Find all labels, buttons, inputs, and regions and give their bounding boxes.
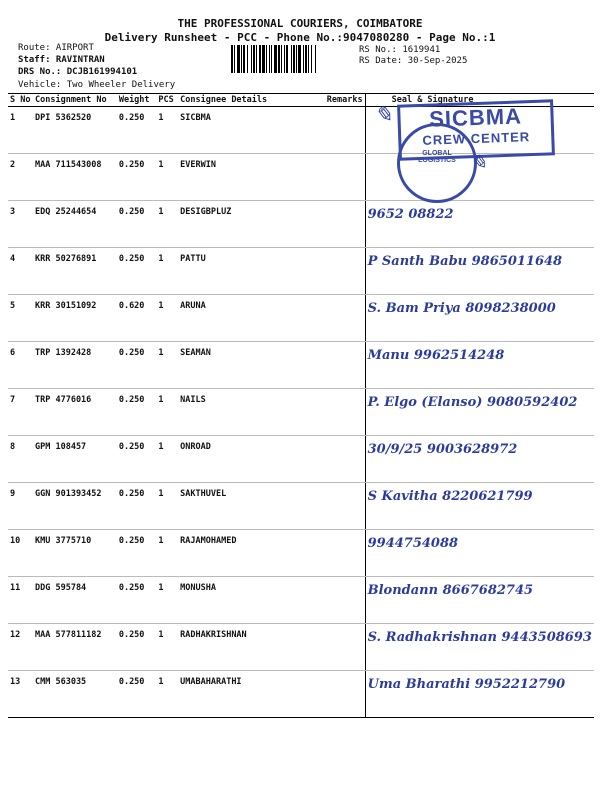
cell-signature: [365, 248, 594, 295]
cell-sno: 7: [8, 389, 33, 436]
table-row: [8, 483, 594, 530]
handwritten-signature: 30/9/25 9003628972: [367, 442, 518, 457]
barcode: [231, 45, 356, 73]
cell-consignee: SICBMA: [178, 107, 321, 154]
cell-consignee: UMABAHARATHI: [178, 671, 321, 718]
cell-sno: 4: [8, 248, 33, 295]
cell-sno: 12: [8, 624, 33, 671]
cell-remarks: [321, 342, 365, 389]
cell-weight: 0.250: [117, 624, 157, 671]
handwritten-signature: P. Elgo (Elanso) 9080592402: [367, 395, 578, 410]
cell-weight: 0.250: [117, 389, 157, 436]
col-consignment: Consignment No: [33, 94, 117, 107]
cell-sno: 11: [8, 577, 33, 624]
cell-consignment: MAA 711543008: [33, 154, 117, 201]
cell-consignee: MONUSHA: [178, 577, 321, 624]
col-remarks: Remarks: [321, 94, 365, 107]
cell-signature: [365, 295, 594, 342]
cell-remarks: [321, 530, 365, 577]
staff-label: Staff: RAVINTRAN: [18, 55, 105, 65]
cell-signature: [365, 201, 594, 248]
col-sno: S No: [8, 94, 33, 107]
cell-pcs: 1: [156, 671, 178, 718]
seal-sub: CREW CENTER: [422, 129, 531, 148]
runsheet-subtitle: Delivery Runsheet - PCC - Phone No.:9047080280 - Page No.:1: [104, 31, 496, 44]
cell-pcs: 1: [156, 389, 178, 436]
handwritten-signature: 9652 08822: [367, 207, 454, 222]
cell-weight: 0.250: [117, 342, 157, 389]
cell-consignment: GPM 108457: [33, 436, 117, 483]
cell-pcs: 1: [156, 295, 178, 342]
cell-sno: 5: [8, 295, 33, 342]
table-row: [8, 154, 594, 201]
cell-weight: 0.250: [117, 201, 157, 248]
cell-remarks: [321, 295, 365, 342]
table-row: [8, 436, 594, 483]
cell-remarks: [321, 577, 365, 624]
cell-consignee: SEAMAN: [178, 342, 321, 389]
col-weight: Weight: [117, 94, 157, 107]
table-row: [8, 248, 594, 295]
cell-remarks: [321, 671, 365, 718]
table-row: [8, 389, 594, 436]
cell-consignment: EDQ 25244654: [33, 201, 117, 248]
cell-sno: 9: [8, 483, 33, 530]
cell-pcs: 1: [156, 342, 178, 389]
rs-number: RS No.: 1619941: [359, 45, 441, 55]
handwritten-signature: Uma Bharathi 9952212790: [367, 677, 566, 692]
cell-signature: [365, 624, 594, 671]
cell-sno: 3: [8, 201, 33, 248]
cell-consignment: DDG 595784: [33, 577, 117, 624]
handwritten-signature: Blondann 8667682745: [367, 583, 534, 598]
cell-weight: 0.250: [117, 483, 157, 530]
cell-pcs: 1: [156, 201, 178, 248]
cell-consignment: TRP 1392428: [33, 342, 117, 389]
cell-sno: 1: [8, 107, 33, 154]
cell-pcs: 1: [156, 530, 178, 577]
cell-consignment: CMM 563035: [33, 671, 117, 718]
cell-consignment: TRP 4776016: [33, 389, 117, 436]
drs-label: DRS No.: DCJB161994101: [18, 67, 138, 77]
company-title: THE PROFESSIONAL COURIERS, COIMBATORE: [177, 17, 423, 30]
cell-consignee: DESIGBPLUZ: [178, 201, 321, 248]
cell-signature: [365, 577, 594, 624]
cell-consignment: KRR 30151092: [33, 295, 117, 342]
cell-signature: [365, 530, 594, 577]
cell-remarks: [321, 248, 365, 295]
cell-remarks: [321, 154, 365, 201]
cell-consignment: GGN 901393452: [33, 483, 117, 530]
runsheet-table: [8, 93, 594, 718]
table-row: [8, 342, 594, 389]
cell-weight: 0.620: [117, 295, 157, 342]
col-seal: Seal & Signature: [365, 94, 594, 107]
cell-consignee: NAILS: [178, 389, 321, 436]
cell-consignee: ONROAD: [178, 436, 321, 483]
handwritten-signature: S. Bam Priya 8098238000: [367, 301, 556, 316]
cell-pcs: 1: [156, 107, 178, 154]
cell-remarks: [321, 389, 365, 436]
cell-remarks: [321, 107, 365, 154]
cell-consignment: KRR 50276891: [33, 248, 117, 295]
cell-signature: [365, 389, 594, 436]
handwritten-signature: Manu 9962514248: [367, 348, 505, 363]
cell-weight: 0.250: [117, 530, 157, 577]
cell-pcs: 1: [156, 577, 178, 624]
cell-weight: 0.250: [117, 577, 157, 624]
cell-consignee: PATTU: [178, 248, 321, 295]
handwritten-signature: S Kavitha 8220621799: [367, 489, 533, 504]
table-row: [8, 295, 594, 342]
cell-weight: 0.250: [117, 671, 157, 718]
signature-scribble-1: ✎: [374, 103, 393, 128]
signature-scribble-2: ✎: [470, 150, 487, 174]
cell-pcs: 1: [156, 624, 178, 671]
cell-consignment: MAA 577811182: [33, 624, 117, 671]
cell-consignee: RADHAKRISHNAN: [178, 624, 321, 671]
cell-consignee: RAJAMOHAMED: [178, 530, 321, 577]
cell-remarks: [321, 201, 365, 248]
rs-date: RS Date: 30-Sep-2025: [359, 56, 468, 66]
table-row: [8, 577, 594, 624]
cell-pcs: 1: [156, 154, 178, 201]
cell-sno: 13: [8, 671, 33, 718]
handwritten-signature: S. Radhakrishnan 9443508693: [367, 630, 592, 645]
cell-weight: 0.250: [117, 436, 157, 483]
cell-consignment: KMU 3775710: [33, 530, 117, 577]
cell-pcs: 1: [156, 248, 178, 295]
cell-sno: 10: [8, 530, 33, 577]
cell-signature: [365, 436, 594, 483]
cell-weight: 0.250: [117, 107, 157, 154]
cell-sno: 8: [8, 436, 33, 483]
vehicle-label: Vehicle: Two Wheeler Delivery: [18, 80, 176, 90]
cell-signature: [365, 483, 594, 530]
col-pcs: PCS: [156, 94, 178, 107]
col-consignee: Consignee Details: [178, 94, 321, 107]
cell-pcs: 1: [156, 436, 178, 483]
cell-remarks: [321, 624, 365, 671]
cell-remarks: [321, 483, 365, 530]
table-row: [8, 624, 594, 671]
cell-pcs: 1: [156, 483, 178, 530]
table-row: [8, 671, 594, 718]
table-row: [8, 530, 594, 577]
table-row: [8, 201, 594, 248]
seal-name: SICBMA: [428, 103, 523, 132]
handwritten-signature: 9944754088: [367, 536, 459, 551]
seal-circle-text: GLOBAL LOGISTICS: [418, 150, 456, 164]
route-label: Route: AIRPORT: [18, 43, 94, 53]
cell-sno: 2: [8, 154, 33, 201]
cell-weight: 0.250: [117, 154, 157, 201]
cell-signature: [365, 342, 594, 389]
cell-remarks: [321, 436, 365, 483]
cell-sno: 6: [8, 342, 33, 389]
handwritten-signature: P Santh Babu 9865011648: [367, 254, 563, 269]
cell-consignee: ARUNA: [178, 295, 321, 342]
cell-weight: 0.250: [117, 248, 157, 295]
cell-consignee: EVERWIN: [178, 154, 321, 201]
cell-signature: [365, 671, 594, 718]
cell-consignee: SAKTHUVEL: [178, 483, 321, 530]
cell-consignment: DPI 5362520: [33, 107, 117, 154]
